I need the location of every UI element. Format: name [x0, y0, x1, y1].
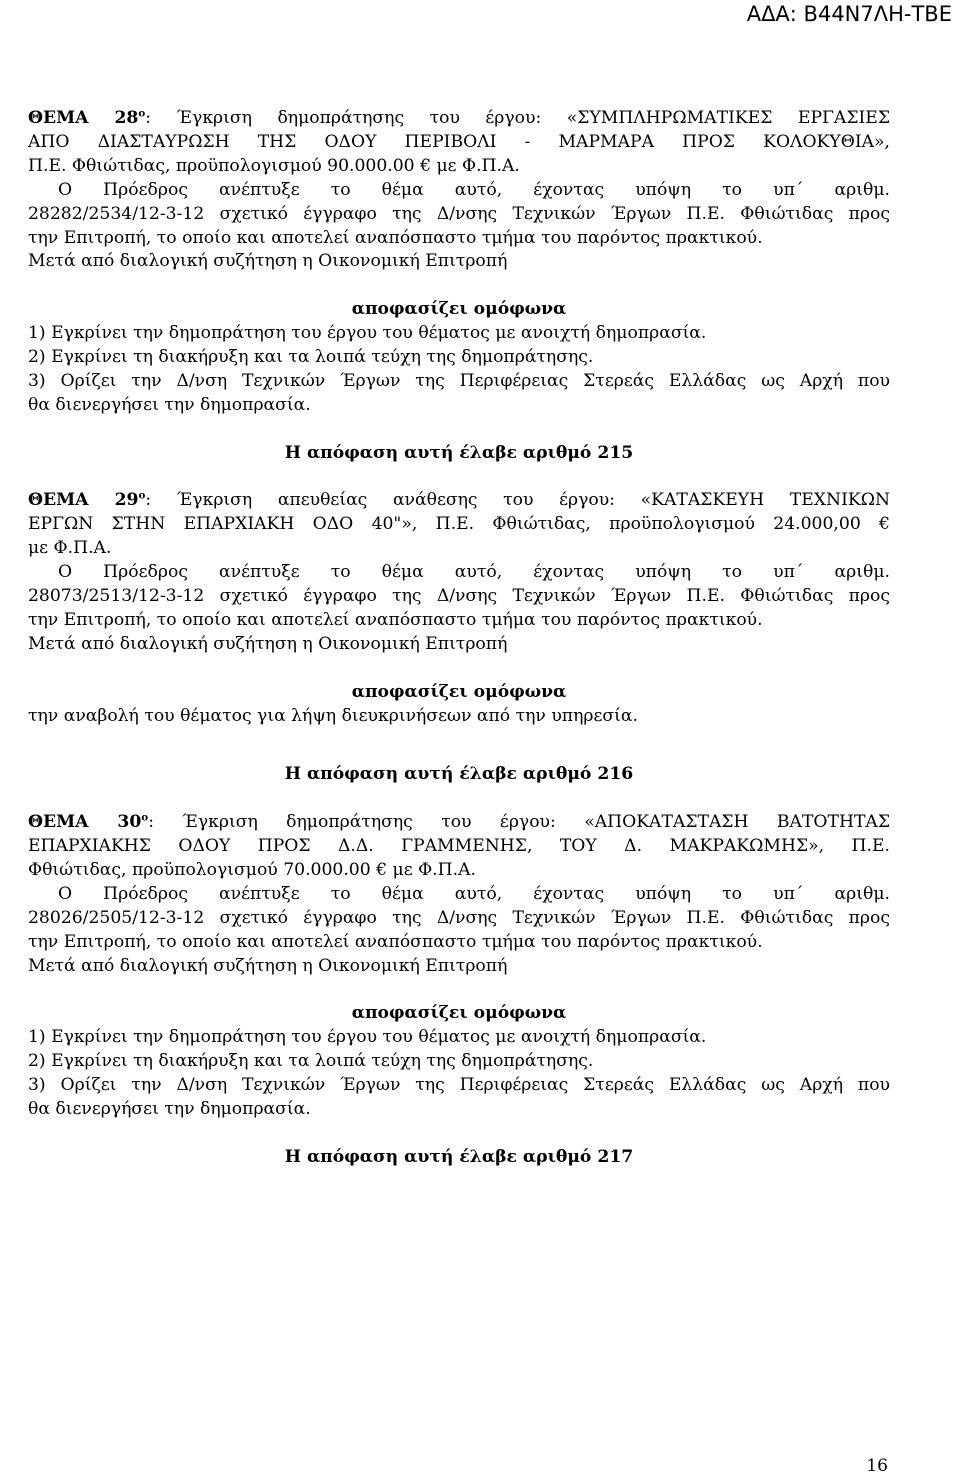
decision-line: θα διενεργήσει την δημοπρασία.: [28, 394, 311, 415]
page-number: 16: [866, 1456, 888, 1476]
decision-line: 2) Εγκρίνει τη διακήρυξη και τα λοιπά τεύχη της δημοπράτησης.: [28, 347, 594, 368]
intro-line: την Επιτροπή, το οποίο και αποτελεί αναπόσπαστο τμήμα του παρόντος πρακτικού.: [28, 931, 763, 952]
decision-line: 3) Ορίζει την Δ/νση Τεχνικών Έργων της Περιφέρειας Στερεάς Ελλάδας ως Αρχή που: [28, 1075, 890, 1096]
intro-line: Μετά από διαλογική συζήτηση η Οικονομική Επιτροπή: [28, 633, 508, 654]
theme-label: ΘΕΜΑ $30^o$: [28, 811, 149, 833]
theme-title-line: ΑΠΟ ΔΙΑΣΤΑΥΡΩΣΗ ΤΗΣ ΟΔΟΥ ΠΕΡΙΒΟΛΙ - ΜΑΡΜΑΡΑ ΠΡΟΣ ΚΟΛΟΚΥΘΙΑ»,: [28, 131, 890, 152]
intro-line: 28073/2513/12-3-12 σχετικό έγγραφο της Δ/νσης Τεχνικών Έργων Π.Ε. Φθιώτιδας προς: [28, 586, 890, 607]
decision-number: Η απόφαση αυτή έλαβε αριθμό 217: [284, 1146, 634, 1167]
intro-line: την Επιτροπή, το οποίο και αποτελεί αναπόσπαστο τμήμα του παρόντος πρακτικού.: [28, 227, 763, 248]
document-body: [28, 107, 890, 1170]
decision-number: Η απόφαση αυτή έλαβε αριθμό 216: [284, 764, 634, 785]
intro-line: 28026/2505/12-3-12 σχετικό έγγραφο της Δ/νσης Τεχνικών Έργων Π.Ε. Φθιώτιδας προς: [28, 907, 890, 928]
theme-heading: ΘΕΜΑ $28^o$: Έγκριση δημοπράτησης του έργου: «ΣΥΜΠΛΗΡΩΜΑΤΙΚΕΣ ΕΡΓΑΣΙΕΣ: [28, 107, 890, 128]
agenda-item-29: [28, 489, 890, 811]
decides-heading: αποφασίζει ομόφωνα: [351, 681, 567, 702]
decides-heading: αποφασίζει ομόφωνα: [351, 1003, 567, 1024]
theme-heading: ΘΕΜΑ $30^o$: Έγκριση δημοπράτησης του έργου: «ΑΠΟΚΑΤΑΣΤΑΣΗ ΒΑΤΟΤΗΤΑΣ: [28, 811, 890, 833]
intro-line: Μετά από διαλογική συζήτηση η Οικονομική Επιτροπή: [28, 955, 508, 976]
theme-label: ΘΕΜΑ $28^o$: [28, 107, 146, 128]
intro-line: Μετά από διαλογική συζήτηση η Οικονομική Επιτροπή: [28, 251, 508, 272]
agenda-item-30: [28, 811, 890, 1170]
intro-line: Ο Πρόεδρος ανέπτυξε το θέμα αυτό, έχοντας υπόψη το υπ΄ αριθμ.: [58, 179, 890, 200]
decision-line: 1) Εγκρίνει την δημοπράτηση του έργου του θέματος με ανοιχτή δημοπρασία.: [28, 1027, 707, 1048]
theme-title-line: Π.Ε. Φθιώτιδας, προϋπολογισμού 90.000.00 € με Φ.Π.Α.: [28, 155, 520, 176]
theme-label: ΘΕΜΑ $29^o$: [28, 489, 146, 511]
theme-title-line: με Φ.Π.Α.: [28, 538, 112, 559]
agenda-item-28: [28, 107, 890, 489]
decides-heading: αποφασίζει ομόφωνα: [351, 299, 567, 320]
ada-code: ΑΔΑ: Β44Ν7ΛΗ-ΤΒΕ: [746, 2, 952, 26]
theme-title-line: Φθιώτιδας, προϋπολογισμού 70.000.00 € με Φ.Π.Α.: [28, 860, 476, 880]
theme-heading: ΘΕΜΑ $29^o$: Έγκριση απευθείας ανάθεσης του έργου: «ΚΑΤΑΣΚΕΥΗ ΤΕΧΝΙΚΩΝ: [28, 489, 890, 511]
theme-title-line: ΕΠΑΡΧΙΑΚΗΣ ΟΔΟΥ ΠΡΟΣ Δ.Δ. ΓΡΑΜΜΕΝΗΣ, ΤΟΥ Δ. ΜΑΚΡΑΚΩΜΗΣ», Π.Ε.: [28, 836, 890, 857]
decision-line: 1) Εγκρίνει την δημοπράτηση του έργου του θέματος με ανοιχτή δημοπρασία.: [28, 323, 707, 344]
intro-line: την Επιτροπή, το οποίο και αποτελεί αναπόσπαστο τμήμα του παρόντος πρακτικού.: [28, 609, 763, 630]
intro-line: Ο Πρόεδρος ανέπτυξε το θέμα αυτό, έχοντας υπόψη το υπ΄ αριθμ.: [58, 562, 890, 583]
decision-line: θα διενεργήσει την δημοπρασία.: [28, 1099, 311, 1120]
decision-line: 2) Εγκρίνει τη διακήρυξη και τα λοιπά τεύχη της δημοπράτησης.: [28, 1051, 594, 1072]
theme-title-line: ΕΡΓΩΝ ΣΤΗΝ ΕΠΑΡΧΙΑΚΗ ΟΔΟ 40"», Π.Ε. Φθιώτιδας, προϋπολογισμού 24.000,00 €: [28, 514, 890, 535]
decision-line: 3) Ορίζει την Δ/νση Τεχνικών Έργων της Περιφέρειας Στερεάς Ελλάδας ως Αρχή που: [28, 370, 890, 391]
decision-number: Η απόφαση αυτή έλαβε αριθμό 215: [284, 442, 634, 463]
intro-line: Ο Πρόεδρος ανέπτυξε το θέμα αυτό, έχοντας υπόψη το υπ΄ αριθμ.: [58, 883, 890, 904]
decision-line: την αναβολή του θέματος για λήψη διευκρινήσεων από την υπηρεσία.: [28, 705, 638, 726]
intro-line: 28282/2534/12-3-12 σχετικό έγγραφο της Δ/νσης Τεχνικών Έργων Π.Ε. Φθιώτιδας προς: [28, 203, 890, 224]
